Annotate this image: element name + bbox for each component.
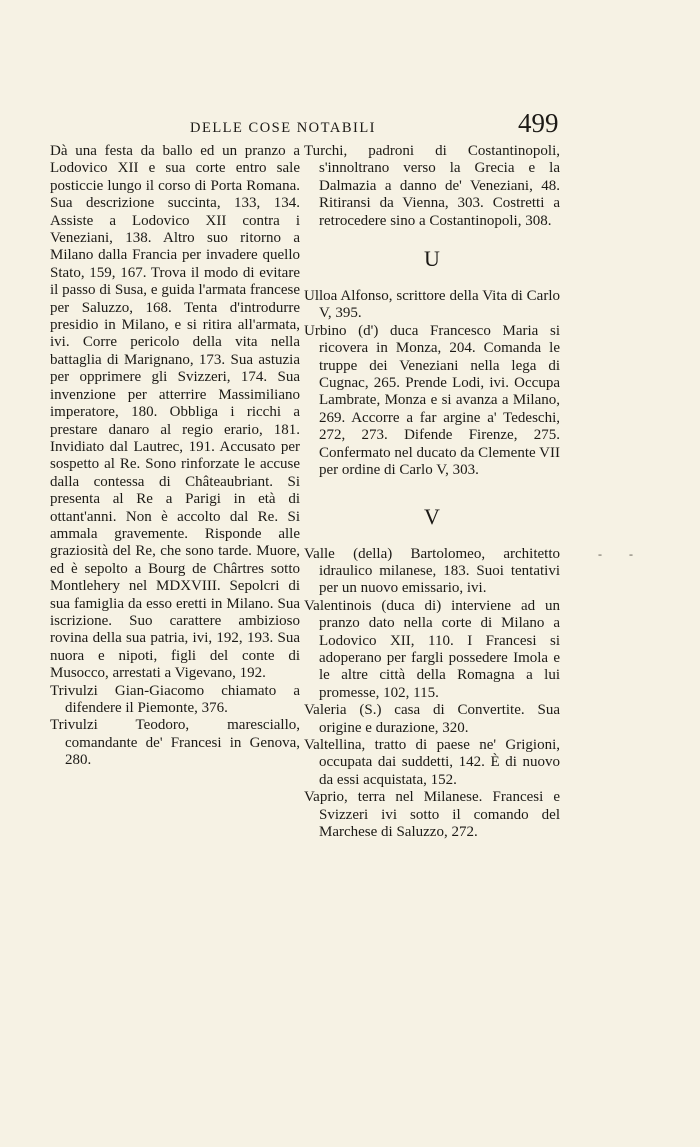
page-number: 499: [518, 108, 559, 138]
index-entry: Valentinois (duca di) interviene ad un pranzo dato nella corte di Milano a Lodovico XII, 110. I Francesi si adoperano per fargli possedere Imola e le altre città della Romagna a lui promesse, 102, 115.: [304, 597, 560, 701]
right-column: [304, 143, 560, 841]
index-entry: Dà una festa da ballo ed un pranzo a Lodovico XII e sua corte entro sale posticcie lungo il corso di Porta Romana. Sua descrizione succinta, 133, 134. Assiste a Lodovico XII contra i Veneziani, 138. Altro suo ritorno a Milano dalla Francia per invadere quello Stato, 159, 167. Trova il modo di evitare il passo di Susa, e guida l'armata francese per Saluzzo, 168. Tenta d'introdurre presidio in Milano, e si ritira all'armata, ivi. Corre pericolo della vita nella battaglia di Marignano, 173. Sua astuzia per opprimere gli Svizzeri, 174. Sua invenzione per atterrire Massimiliano imperatore, 180. Obbliga i ricchi a prestare danaro al regio erario, 181. Invidiato dal Lautrec, 191. Accusato per sospetto al Re. Sono rinforzate le accuse dalla contessa di Châteaubriant. Si presenta al Re a Parigi in età di ottant'anni. Non è accolto dal Re. Si ammala gravemente. Risponde alle graziosità del Re, che sono tarde. Muore, ed è sepolto a Bourg de Chârtres sotto Montlehery nel MDXVIII. Sepolcri di sua famiglia da esso eretti in Milano. Sua iscrizione. Suo carattere ambizioso rovina della sua patria, ivi, 192, 193. Sua nuora e nipoti, figli del conte di Musocco, arrestati a Vigevano, 192.: [50, 143, 300, 682]
section-heading-v: V: [424, 503, 440, 529]
index-entry: Trivulzi Teodoro, maresciallo, comandante de' Francesi in Genova, 280.: [50, 717, 300, 769]
index-entry: Turchi, padroni di Costantinopoli, s'innoltrano verso la Grecia e la Dalmazia a danno de' Veneziani, 48. Ritiransi da Vienna, 303. Costretti a retrocedere sino a Costantinopoli, 308.: [304, 143, 560, 229]
index-entry: Valle (della) Bartolomeo, architetto idraulico milanese, 183. Suoi tentativi per un nuovo emissario, ivi.: [304, 545, 560, 597]
index-entry: Valtellina, tratto di paese ne' Grigioni, occupata dai suddetti, 142. È di nuovo da essi acquistata, 152.: [304, 736, 560, 788]
running-title: DELLE COSE NOTABILI: [190, 120, 377, 136]
index-entry: Valeria (S.) casa di Convertite. Sua origine e durazione, 320.: [304, 702, 560, 736]
section-heading-u: U: [424, 246, 440, 272]
index-entry: Urbino (d') duca Francesco Maria si ricovera in Monza, 204. Comanda le truppe dei Veneziani nella lega di Cugnac, 265. Prende Lodi, ivi. Occupa Lambrate, Monza e si avanza a Milano, 269. Accorre a far argine a' Tedeschi, 272, 273. Difende Firenze, 275. Confermato nel ducato da Clemente VII per ordine di Carlo V, 303.: [304, 322, 560, 479]
left-column: [50, 143, 300, 770]
index-entry: Vaprio, terra nel Milanese. Francesi e Svizzeri ivi sotto il comando del Marchese di Saluzzo, 272.: [304, 789, 560, 840]
index-entry: Trivulzi Gian-Giacomo chiamato a difendere il Piemonte, 376.: [50, 682, 300, 716]
margin-mark: - -: [598, 547, 645, 561]
index-entry: Ulloa Alfonso, scrittore della Vita di Carlo V, 395.: [304, 288, 560, 322]
